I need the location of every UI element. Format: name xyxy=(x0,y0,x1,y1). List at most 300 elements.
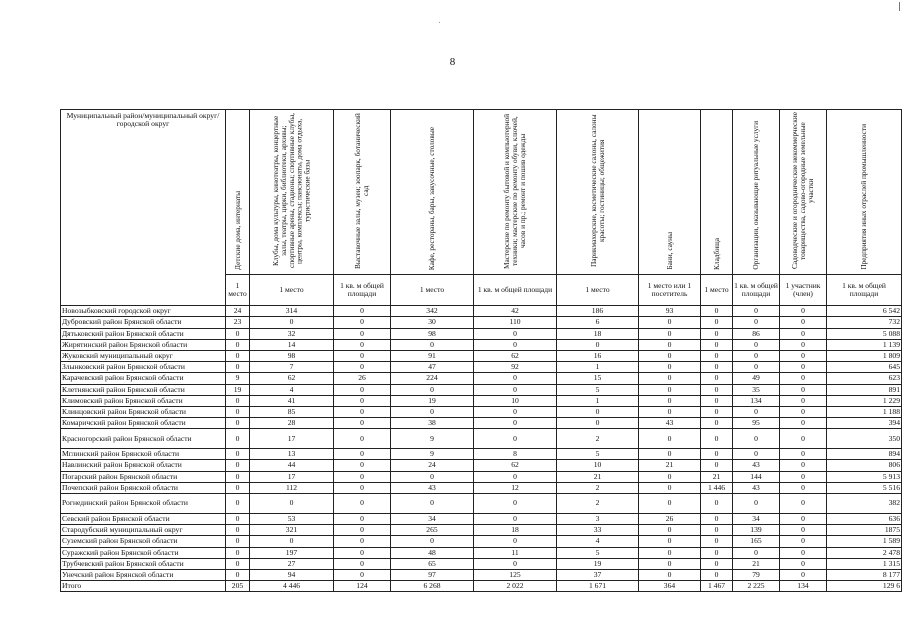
row-value: 0 xyxy=(334,460,391,471)
row-value: 15 xyxy=(557,373,639,384)
row-value: 2 xyxy=(557,482,639,493)
row-value: 732 xyxy=(827,317,902,328)
row-value: 0 xyxy=(250,317,334,328)
table-row xyxy=(61,471,902,482)
row-value: 894 xyxy=(827,449,902,460)
row-value: 27 xyxy=(250,558,334,569)
row-name: Трубчевский район Брянской области xyxy=(61,558,226,569)
row-value: 265 xyxy=(391,525,474,536)
row-value: 0 xyxy=(733,339,780,350)
row-value: 0 xyxy=(474,339,557,350)
row-value: 0 xyxy=(639,494,701,514)
column-title: Бани, сауны xyxy=(664,232,674,270)
column-unit: 1 место xyxy=(557,275,639,306)
row-value: 0 xyxy=(701,362,733,373)
row-value: 0 xyxy=(334,339,391,350)
row-value: 0 xyxy=(780,482,827,493)
table-row xyxy=(61,339,902,350)
row-value: 5 xyxy=(557,384,639,395)
row-value: 0 xyxy=(733,406,780,417)
column-header xyxy=(226,110,250,275)
row-name: Почепский район Брянской области xyxy=(61,482,226,493)
row-value: 0 xyxy=(701,558,733,569)
row-value: 0 xyxy=(639,547,701,558)
row-value: 224 xyxy=(391,373,474,384)
row-value: 5 913 xyxy=(827,471,902,482)
row-value: 19 xyxy=(391,395,474,406)
row-value: 129 6 xyxy=(827,581,902,592)
row-value: 43 xyxy=(733,460,780,471)
row-value: 28 xyxy=(250,418,334,429)
row-value: 0 xyxy=(701,406,733,417)
column-unit: 1 кв. м общей площади xyxy=(334,275,391,306)
row-value: 2 xyxy=(557,429,639,449)
row-value: 0 xyxy=(226,328,250,339)
row-value: 0 xyxy=(391,536,474,547)
column-title: Детские дома, интернаты xyxy=(232,191,242,270)
row-value: 5 516 xyxy=(827,482,902,493)
table-row xyxy=(61,460,902,471)
row-value: 0 xyxy=(639,350,701,361)
row-value: 0 xyxy=(334,536,391,547)
row-value: 4 xyxy=(557,536,639,547)
column-title: Выставочные залы, музеи; зоопарк, ботанический сад xyxy=(353,113,370,269)
row-value: 0 xyxy=(639,525,701,536)
row-value: 0 xyxy=(639,328,701,339)
table-row xyxy=(61,514,902,525)
row-value: 0 xyxy=(780,306,827,317)
row-value: 0 xyxy=(391,406,474,417)
row-value: 53 xyxy=(250,514,334,525)
row-value: 18 xyxy=(474,525,557,536)
row-value: 0 xyxy=(780,350,827,361)
row-value: 24 xyxy=(391,460,474,471)
row-value: 0 xyxy=(639,569,701,580)
row-value: 24 xyxy=(226,306,250,317)
row-value: 2 478 xyxy=(827,547,902,558)
row-value: 4 446 xyxy=(250,581,334,592)
row-value: 0 xyxy=(334,362,391,373)
row-value: 0 xyxy=(639,558,701,569)
row-name: Суражский район Брянской области xyxy=(61,547,226,558)
row-name: Жуковский муниципальный округ xyxy=(61,350,226,361)
row-value: 21 xyxy=(557,471,639,482)
row-value: 0 xyxy=(780,339,827,350)
row-value: 0 xyxy=(780,494,827,514)
row-value: 0 xyxy=(226,514,250,525)
scan-dot xyxy=(439,22,440,23)
row-value: 94 xyxy=(250,569,334,580)
row-value: 92 xyxy=(474,362,557,373)
row-value: 0 xyxy=(701,339,733,350)
row-value: 17 xyxy=(250,429,334,449)
row-value: 394 xyxy=(827,418,902,429)
row-value: 0 xyxy=(474,373,557,384)
row-value: 6 xyxy=(557,317,639,328)
row-value: 0 xyxy=(733,350,780,361)
row-value: 0 xyxy=(226,547,250,558)
row-value: 2 xyxy=(557,494,639,514)
row-value: 32 xyxy=(250,328,334,339)
row-value: 12 xyxy=(474,482,557,493)
row-value: 8 177 xyxy=(827,569,902,580)
row-value: 14 xyxy=(250,339,334,350)
column-header xyxy=(639,110,701,275)
row-value: 0 xyxy=(557,418,639,429)
table-row xyxy=(61,306,902,317)
row-value: 0 xyxy=(226,558,250,569)
row-value: 93 xyxy=(639,306,701,317)
column-header xyxy=(334,110,391,275)
row-value: 0 xyxy=(226,569,250,580)
row-name: Навлинский район Брянской области xyxy=(61,460,226,471)
row-value: 0 xyxy=(639,406,701,417)
row-value: 0 xyxy=(334,494,391,514)
row-value: 0 xyxy=(701,306,733,317)
row-value: 0 xyxy=(226,339,250,350)
row-value: 7 xyxy=(250,362,334,373)
row-value: 0 xyxy=(250,536,334,547)
row-value: 197 xyxy=(250,547,334,558)
row-value: 0 xyxy=(701,525,733,536)
column-title: Мастерские по ремонту бытовой и компьютерной техники; мастерские по ремонту обуви, ключей, часов и пр.; ремонт и пошив одежды xyxy=(502,113,527,269)
column-title: Предприятия иных отраслей промышленности xyxy=(859,124,869,270)
row-value: 0 xyxy=(474,406,557,417)
row-value: 26 xyxy=(639,514,701,525)
row-value: 95 xyxy=(733,418,780,429)
table-row xyxy=(61,384,902,395)
row-value: 0 xyxy=(334,328,391,339)
row-value: 0 xyxy=(334,471,391,482)
table-row xyxy=(61,569,902,580)
row-value: 1 xyxy=(557,395,639,406)
table-row xyxy=(61,558,902,569)
row-value: 23 xyxy=(226,317,250,328)
row-value: 0 xyxy=(226,362,250,373)
row-value: 37 xyxy=(557,569,639,580)
row-value: 0 xyxy=(780,373,827,384)
row-value: 19 xyxy=(557,558,639,569)
row-name: Погарский район Брянской области xyxy=(61,471,226,482)
row-value: 0 xyxy=(780,328,827,339)
row-value: 5 xyxy=(557,547,639,558)
row-value: 42 xyxy=(474,306,557,317)
table-row xyxy=(61,494,902,514)
row-value: 124 xyxy=(334,581,391,592)
row-value: 1 467 xyxy=(701,581,733,592)
row-value: 0 xyxy=(557,339,639,350)
row-value: 1 229 xyxy=(827,395,902,406)
row-value: 65 xyxy=(391,558,474,569)
row-value: 0 xyxy=(733,547,780,558)
row-value: 0 xyxy=(226,536,250,547)
row-value: 0 xyxy=(733,317,780,328)
row-name: Новозыбковский городской округ xyxy=(61,306,226,317)
row-value: 0 xyxy=(474,328,557,339)
row-value: 30 xyxy=(391,317,474,328)
row-value: 62 xyxy=(474,460,557,471)
table-row xyxy=(61,449,902,460)
row-value: 0 xyxy=(639,339,701,350)
row-value: 0 xyxy=(780,547,827,558)
column-header xyxy=(733,110,780,275)
row-value: 0 xyxy=(701,514,733,525)
row-value: 382 xyxy=(827,494,902,514)
row-value: 0 xyxy=(780,558,827,569)
row-value: 165 xyxy=(733,536,780,547)
utility-standards-table xyxy=(60,109,902,592)
row-value: 139 xyxy=(733,525,780,536)
column-header xyxy=(780,110,827,275)
row-value: 0 xyxy=(334,525,391,536)
column-header xyxy=(250,110,334,275)
row-value: 0 xyxy=(701,494,733,514)
row-value: 0 xyxy=(733,306,780,317)
row-value: 85 xyxy=(250,406,334,417)
table-row xyxy=(61,406,902,417)
column-header xyxy=(474,110,557,275)
row-value: 4 xyxy=(250,384,334,395)
row-value: 125 xyxy=(474,569,557,580)
row-value: 1875 xyxy=(827,525,902,536)
row-value: 0 xyxy=(780,460,827,471)
row-value: 13 xyxy=(250,449,334,460)
column-unit: 1 место или 1 посетитель xyxy=(639,275,701,306)
column-unit: 1 кв. м общей площади xyxy=(474,275,557,306)
row-value: 636 xyxy=(827,514,902,525)
row-value: 43 xyxy=(391,482,474,493)
row-value: 11 xyxy=(474,547,557,558)
row-value: 0 xyxy=(474,384,557,395)
column-unit: 1 кв. м общей площади xyxy=(827,275,902,306)
row-value: 2 225 xyxy=(733,581,780,592)
header-row xyxy=(61,110,902,275)
row-value: 0 xyxy=(639,373,701,384)
row-name: Клетнянский район Брянской области xyxy=(61,384,226,395)
row-value: 21 xyxy=(733,558,780,569)
column-header xyxy=(701,110,733,275)
row-value: 0 xyxy=(474,429,557,449)
row-value: 10 xyxy=(557,460,639,471)
page-number: 8 xyxy=(449,56,456,68)
row-value: 9 xyxy=(226,373,250,384)
row-value: 41 xyxy=(250,395,334,406)
row-name: Севский район Брянской области xyxy=(61,514,226,525)
row-value: 0 xyxy=(701,547,733,558)
row-value: 0 xyxy=(226,429,250,449)
row-value: 0 xyxy=(780,525,827,536)
row-value: 86 xyxy=(733,328,780,339)
row-value: 645 xyxy=(827,362,902,373)
row-value: 0 xyxy=(701,449,733,460)
row-value: 0 xyxy=(334,514,391,525)
row-value: 0 xyxy=(391,471,474,482)
row-value: 43 xyxy=(733,482,780,493)
row-value: 5 xyxy=(557,449,639,460)
row-value: 19 xyxy=(226,384,250,395)
row-value: 1 809 xyxy=(827,350,902,361)
column-header xyxy=(557,110,639,275)
row-value: 9 xyxy=(391,429,474,449)
table-row xyxy=(61,373,902,384)
row-name: Климовский район Брянской области xyxy=(61,395,226,406)
row-value: 79 xyxy=(733,569,780,580)
row-value: 0 xyxy=(780,514,827,525)
row-value: 0 xyxy=(780,569,827,580)
row-value: 0 xyxy=(639,362,701,373)
row-value: 806 xyxy=(827,460,902,471)
row-value: 0 xyxy=(334,306,391,317)
row-value: 0 xyxy=(474,514,557,525)
column-title: Организации, оказывающие ритуальные услуги xyxy=(751,121,761,270)
row-value: 0 xyxy=(391,384,474,395)
row-value: 0 xyxy=(334,449,391,460)
row-value: 9 xyxy=(391,449,474,460)
row-value: 1 589 xyxy=(827,536,902,547)
row-value: 0 xyxy=(701,418,733,429)
row-value: 314 xyxy=(250,306,334,317)
row-value: 0 xyxy=(334,429,391,449)
municipality-column-header: Муниципальный район/муниципальный округ/городской округ xyxy=(61,110,226,306)
row-value: 21 xyxy=(701,471,733,482)
row-value: 3 xyxy=(557,514,639,525)
row-value: 0 xyxy=(226,395,250,406)
row-value: 16 xyxy=(557,350,639,361)
table-row xyxy=(61,547,902,558)
row-value: 21 xyxy=(639,460,701,471)
row-value: 1 446 xyxy=(701,482,733,493)
row-value: 0 xyxy=(733,362,780,373)
row-value: 0 xyxy=(226,350,250,361)
row-value: 0 xyxy=(701,328,733,339)
row-name: Унечский район Брянской области xyxy=(61,569,226,580)
row-value: 26 xyxy=(334,373,391,384)
row-value: 0 xyxy=(701,460,733,471)
row-value: 1 315 xyxy=(827,558,902,569)
row-value: 623 xyxy=(827,373,902,384)
row-value: 97 xyxy=(391,569,474,580)
row-value: 0 xyxy=(733,494,780,514)
row-value: 0 xyxy=(701,395,733,406)
row-value: 0 xyxy=(226,471,250,482)
row-value: 17 xyxy=(250,471,334,482)
row-value: 0 xyxy=(334,558,391,569)
row-value: 6 542 xyxy=(827,306,902,317)
column-title: Клубы, дома культуры, кинотеатры, концертные залы, театры, цирки, библиотеки, архивы; спортивные арены, стадионы; спортивные клубы, центры, комплексы; пансионаты, дома отдыха, туристические базы xyxy=(270,113,312,269)
column-header xyxy=(827,110,902,275)
total-row xyxy=(61,581,902,592)
table-row xyxy=(61,395,902,406)
row-value: 0 xyxy=(557,406,639,417)
row-value: 0 xyxy=(780,536,827,547)
row-value: 0 xyxy=(334,482,391,493)
row-value: 62 xyxy=(250,373,334,384)
row-value: 0 xyxy=(391,339,474,350)
row-name: Итого xyxy=(61,581,226,592)
row-value: 1 xyxy=(557,362,639,373)
row-value: 62 xyxy=(474,350,557,361)
row-value: 0 xyxy=(250,494,334,514)
row-value: 0 xyxy=(226,406,250,417)
row-name: Клинцовский район Брянской области xyxy=(61,406,226,417)
row-value: 0 xyxy=(701,317,733,328)
row-value: 134 xyxy=(733,395,780,406)
row-value: 0 xyxy=(780,449,827,460)
row-value: 0 xyxy=(334,569,391,580)
row-value: 891 xyxy=(827,384,902,395)
row-value: 0 xyxy=(780,406,827,417)
row-name: Суземский район Брянской области xyxy=(61,536,226,547)
row-value: 342 xyxy=(391,306,474,317)
row-value: 134 xyxy=(780,581,827,592)
row-value: 0 xyxy=(639,429,701,449)
row-value: 0 xyxy=(780,384,827,395)
row-value: 0 xyxy=(780,395,827,406)
row-name: Мглинский район Брянской области xyxy=(61,449,226,460)
table-row xyxy=(61,350,902,361)
table-row xyxy=(61,429,902,449)
column-header xyxy=(391,110,474,275)
row-value: 33 xyxy=(557,525,639,536)
row-value: 0 xyxy=(474,558,557,569)
row-name: Стародубский муниципальный округ xyxy=(61,525,226,536)
row-value: 0 xyxy=(639,395,701,406)
row-value: 0 xyxy=(639,536,701,547)
row-name: Дубровский район Брянской области xyxy=(61,317,226,328)
row-value: 0 xyxy=(226,449,250,460)
row-value: 0 xyxy=(474,494,557,514)
row-value: 0 xyxy=(780,362,827,373)
row-value: 0 xyxy=(226,460,250,471)
row-value: 0 xyxy=(639,384,701,395)
row-value: 35 xyxy=(733,384,780,395)
row-value: 0 xyxy=(334,384,391,395)
row-value: 0 xyxy=(701,350,733,361)
row-value: 34 xyxy=(733,514,780,525)
row-value: 1 139 xyxy=(827,339,902,350)
row-value: 91 xyxy=(391,350,474,361)
column-unit: 1 место xyxy=(701,275,733,306)
row-name: Красногорский район Брянской области xyxy=(61,429,226,449)
row-name: Карачевский район Брянской области xyxy=(61,373,226,384)
table-row xyxy=(61,536,902,547)
row-value: 0 xyxy=(334,547,391,558)
row-value: 0 xyxy=(701,536,733,547)
row-value: 0 xyxy=(639,482,701,493)
row-value: 0 xyxy=(474,418,557,429)
row-name: Дятьковский район Брянской области xyxy=(61,328,226,339)
table-row xyxy=(61,418,902,429)
row-value: 0 xyxy=(226,494,250,514)
column-title: Парикмахерские, косметические салоны, салоны красоты; гостиницы; общежития xyxy=(588,114,606,268)
row-value: 43 xyxy=(639,418,701,429)
column-unit: 1 место xyxy=(250,275,334,306)
row-value: 1 671 xyxy=(557,581,639,592)
row-value: 0 xyxy=(474,536,557,547)
column-title: Кафе, рестораны, бары, закусочные, столовые xyxy=(427,126,437,270)
row-name: Жирятинский район Брянской области xyxy=(61,339,226,350)
row-value: 34 xyxy=(391,514,474,525)
table-row xyxy=(61,482,902,493)
row-value: 205 xyxy=(226,581,250,592)
row-name: Рогнединский район Брянской области xyxy=(61,494,226,514)
row-value: 0 xyxy=(701,429,733,449)
table-row xyxy=(61,317,902,328)
row-value: 1 188 xyxy=(827,406,902,417)
row-value: 0 xyxy=(639,317,701,328)
row-value: 0 xyxy=(474,471,557,482)
row-value: 186 xyxy=(557,306,639,317)
